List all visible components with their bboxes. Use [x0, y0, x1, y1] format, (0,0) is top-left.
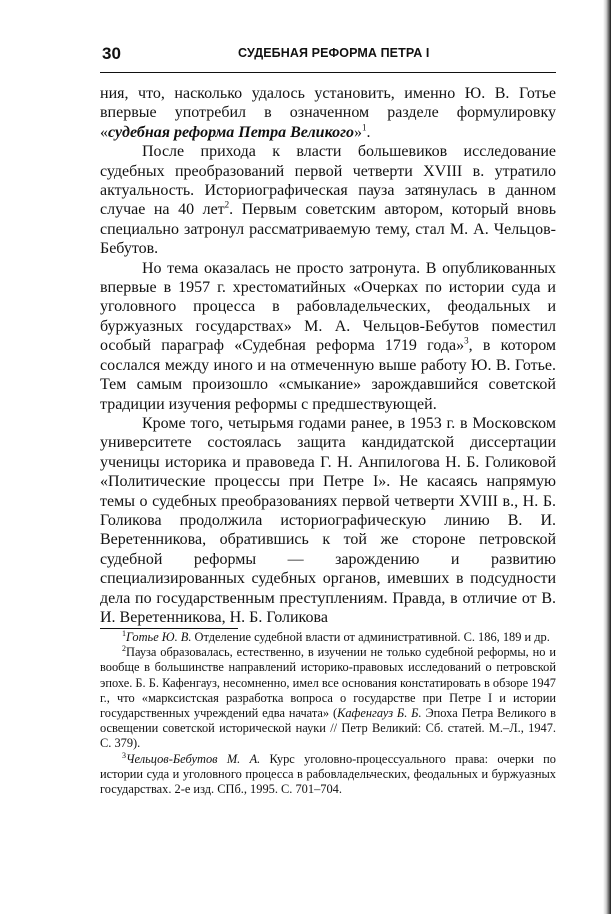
paragraph-1-text-b: »: [353, 123, 362, 141]
footnote-1-text: Отделение судебной власти от административной. С. 186, 189 и др.: [191, 630, 550, 644]
footnote-1-number: 1: [122, 628, 126, 638]
paragraph-1: [100, 84, 556, 142]
footnote-2: [100, 645, 556, 751]
body-text: [100, 84, 556, 627]
paragraph-1-text-c: .: [366, 123, 371, 141]
running-title: СУДЕБНАЯ РЕФОРМА ПЕТРА I: [238, 46, 430, 60]
footnote-3-author: Чельцов-Бебутов М. А.: [126, 751, 261, 766]
footnote-ref-2: 2: [224, 200, 230, 211]
paragraph-2-text-a: После прихода к власти большевиков исследование судебных преобразований первой четверти XVIII в. утратило актуальность. Историографическая пауза затянулась в данном случае на 40 лет: [100, 143, 556, 219]
paragraph-3-text-b: , в котором сослался между иного и на отмеченную выше работу Ю. В. Готье. Тем самым произошло «смыкание» зарождавшийся советской традиции изучения реформы с предшествующей.: [100, 337, 557, 413]
footnote-2-author: Кафенгауз Б. Б.: [337, 706, 422, 721]
footnote-1-author: Готье Ю. В.: [126, 630, 192, 644]
page-number: 30: [102, 44, 121, 63]
paragraph-4: Кроме того, четырьмя годами ранее, в 1953 г. в Московском университете состоялась защита кандидатской диссертации ученицы историка и правоведа Г. Н. Анпилогова Н. Б. Голиковой «Политические процессы при Петре I». Не касаясь напрямую темы о судебных преобразованиях первой четверти XVIII в., Н. Б. Голикова продолжила историографическую линию В. И. Веретенникова, обратившись к той же стороне петровской судебной реформы — зарождению и развитию специализированных судебных органов, имевших в подсудности дела по государственным преступлениям. Правда, в отличие от В. И. Веретенникова, Н. Б. Голикова: [100, 414, 556, 626]
footnote-3: [100, 752, 556, 798]
paragraph-2-text-b: . Первым советским автором, который вновь специально затронул рассматриваемую тему, стал М. А. Чельцов-Бебутов.: [100, 201, 556, 258]
scan-edge-shadow: [603, 0, 611, 914]
footnote-separator: [100, 628, 238, 629]
footnotes: [100, 630, 556, 797]
header-rule: [100, 72, 556, 73]
footnote-2-text-a: Пауза образовалась, естественно, в изучении не только судебной реформы, но и вообще в большинстве направлений историко-правовых исследований о петровской эпохе. Б. Б. Кафенгауз, несомненно, имел все основания констатировать в обзоре 1947 г., что «марксистская разработка вопроса о государстве при Петре I и истории государственных учреждений едва начата» (: [100, 645, 556, 721]
footnote-ref-3: 3: [464, 335, 469, 346]
paragraph-1-text-a: ния, что, насколько удалось установить, именно Ю. В. Готье впервые употребил в означенном разделе формулировку «: [100, 85, 556, 141]
page-header: [100, 40, 556, 70]
footnote-2-text-b: Эпоха Петра Великого в освещении советской исторической науки // Петр Великий: Сб. статей. М.–Л., 1947. С. 379).: [100, 706, 556, 751]
emphasis-reform-title: судебная реформа Петра Великого: [108, 123, 354, 141]
paragraph-2: [100, 142, 556, 258]
footnote-3-text: Курс уголовно-процессуального права: очерки по истории суда и уголовного процесса в рабовладельческих, феодальных и буржуазных государствах. 2-е изд. СПб., 1995. С. 701–704.: [100, 751, 556, 797]
paragraph-3-text-a: Но тема оказалась не просто затронута. В опубликованных впервые в 1957 г. хрестоматийных «Очерках по истории суда и уголовного процесса в рабовладельческих, феодальных и буржуазных государствах» М. А. Чельцов-Бебутов поместил особый параграф «Судебная реформа 1719 года»: [100, 259, 556, 355]
footnote-1: [100, 630, 556, 645]
footnote-3-number: 3: [122, 750, 126, 760]
footnote-2-number: 2: [122, 644, 126, 654]
paragraph-3: [100, 259, 556, 414]
footnote-ref-1: 1: [361, 122, 367, 133]
